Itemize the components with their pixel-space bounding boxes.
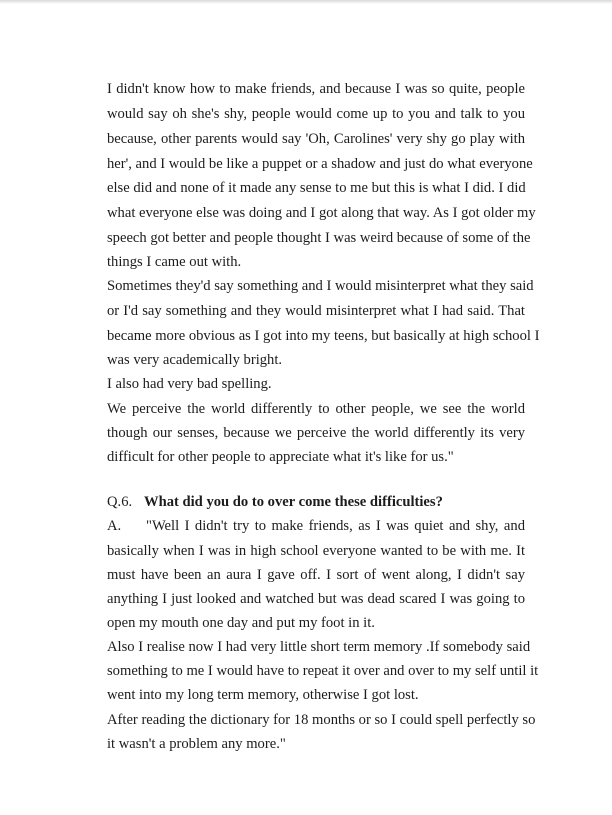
text-line: things I came out with. (107, 254, 242, 270)
text-line: Also I realise now I had very little short term memory .If somebody said (107, 639, 531, 655)
text-line: or I'd say something and they would misinterpret what I had said. That (107, 303, 525, 319)
text-line: We perceive the world differently to other people, we see the world (107, 401, 525, 417)
text-line: though our senses, because we perceive the world differently its very (107, 425, 525, 441)
text-line: became more obvious as I got into my teens, but basically at high school I (107, 328, 540, 344)
text-line: else did and none of it made any sense to me but this is what I did. I did (107, 180, 526, 196)
text-line: was very academically bright. (107, 352, 283, 368)
text-line: I didn't know how to make friends, and because I was so quite, people (107, 81, 525, 97)
question-number: Q.6. (107, 494, 133, 510)
question-text: What did you do to over come these difficulties? (144, 494, 443, 510)
text-line: anything I just looked and watched but was dead scared I was going to (107, 591, 525, 607)
text-line: something to me I would have to repeat it over and over to my self until it (107, 663, 539, 679)
text-line: must have been an aura I gave off. I sort of went along, I didn't say (107, 567, 525, 583)
text-line: speech got better and people thought I was weird because of some of the (107, 230, 531, 246)
text-line: would say oh she's shy, people would come up to you and talk to you (107, 106, 525, 122)
text-line: After reading the dictionary for 18 months or so I could spell perfectly so (107, 712, 536, 728)
text-line: Sometimes they'd say something and I would misinterpret what they said (107, 278, 534, 294)
text-line: I also had very bad spelling. (107, 376, 272, 392)
text-line: difficult for other people to appreciate what it's like for us." (107, 449, 454, 465)
text-line: what everyone else was doing and I got along that way. As I got older my (107, 205, 536, 221)
text-line: went into my long term memory, otherwise I got lost. (107, 687, 419, 703)
text-line: because, other parents would say 'Oh, Carolines' very shy go play with (107, 131, 525, 147)
text-line: open my mouth one day and put my foot in it. (107, 615, 375, 631)
text-line: it wasn't a problem any more." (107, 736, 286, 752)
answer-first-line: "Well I didn't try to make friends, as I was quiet and shy, and (146, 518, 525, 534)
scan-edge-shadow (0, 0, 612, 4)
text-line: her', and I would be like a puppet or a shadow and just do what everyone (107, 156, 533, 172)
answer-label: A. (107, 518, 122, 534)
text-line: basically when I was in high school everyone wanted to be with me. It (107, 543, 525, 559)
